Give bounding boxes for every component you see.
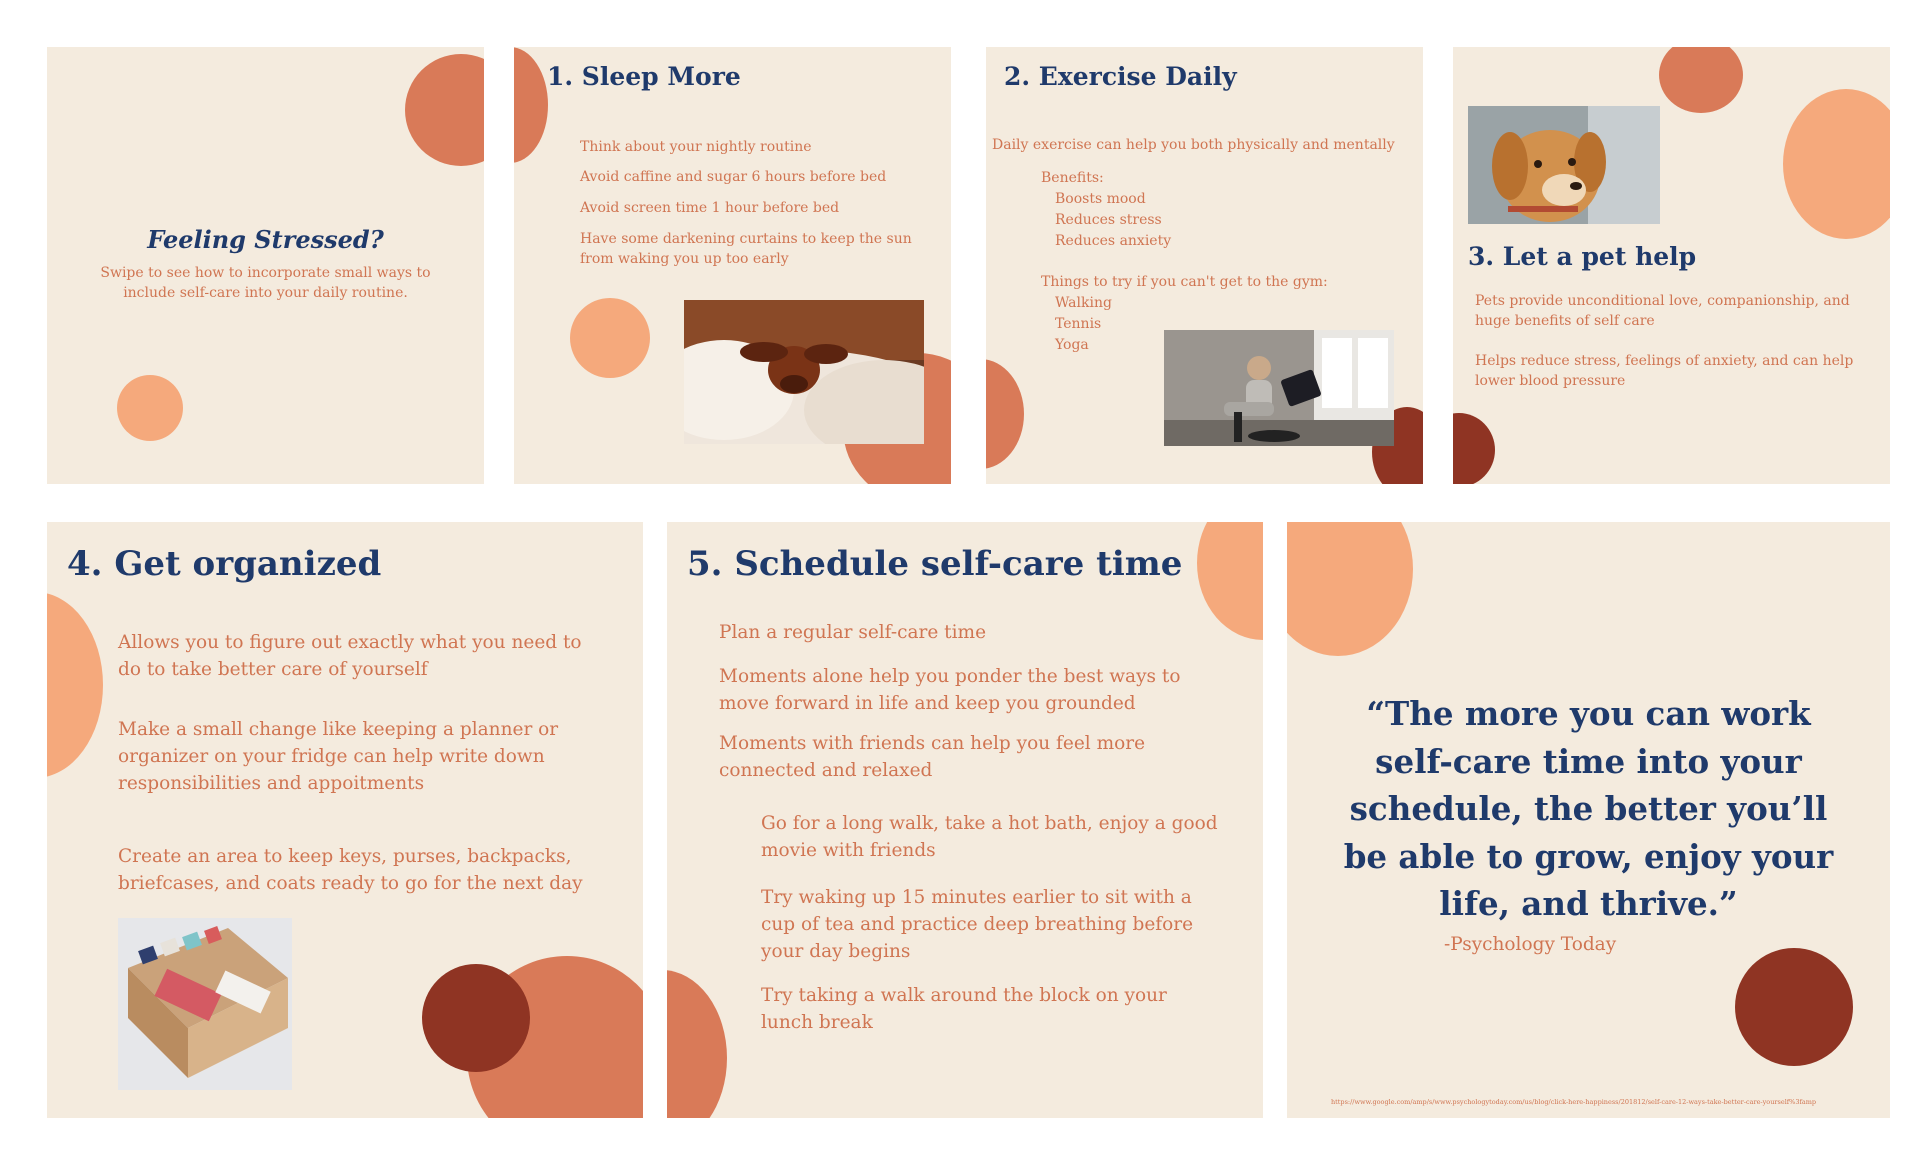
subtitle-line: include self-care into your daily routine. xyxy=(123,285,408,301)
try-item: Tennis xyxy=(1055,316,1102,332)
paragraph-line: lower blood pressure xyxy=(1475,373,1626,389)
slide-subtitle xyxy=(47,263,484,303)
exercise-bike-photo xyxy=(1164,330,1394,446)
try-label: Things to try if you can't get to the gym: xyxy=(1041,274,1328,290)
source-url: https://www.google.com/amp/s/www.psychologytoday.com/us/blog/click-here-happiness/201812/self-care-12-ways-take-better-care-yourself%3famp xyxy=(1331,1098,1817,1106)
decor-circle xyxy=(570,298,650,378)
paragraph-line: briefcases, and coats ready to go for the next day xyxy=(118,873,583,894)
paragraph-line: Plan a regular self-care time xyxy=(719,622,987,643)
try-item: Walking xyxy=(1055,295,1112,311)
slide-title: 5. Schedule self-care time xyxy=(687,544,1183,584)
drawer-organizer-photo xyxy=(118,918,292,1090)
paragraph-line: cup of tea and practice deep breathing before xyxy=(761,914,1194,935)
organize-text xyxy=(118,629,583,897)
paragraph-line: your day begins xyxy=(761,941,911,962)
quote-text xyxy=(1287,690,1890,928)
quote-line: schedule, the better you’ll xyxy=(1349,789,1828,828)
paragraph-line: organizer on your fridge can help write down xyxy=(118,746,545,767)
slide-title: 3. Let a pet help xyxy=(1468,242,1697,271)
paragraph-line: Helps reduce stress, feelings of anxiety, and can help xyxy=(1475,353,1854,369)
tip-item: Avoid caffine and sugar 6 hours before bed xyxy=(580,169,887,185)
slide-title: 1. Sleep More xyxy=(547,62,741,91)
subtitle-line: Swipe to see how to incorporate small ways to xyxy=(100,265,431,281)
slide-exercise-daily xyxy=(986,47,1423,484)
paragraph-line: Make a small change like keeping a planner or xyxy=(118,719,559,740)
slide-title: 4. Get organized xyxy=(67,544,382,584)
pet-benefits-text xyxy=(1475,291,1853,391)
puppy-photo xyxy=(1468,106,1660,224)
decor-circle xyxy=(1783,89,1890,239)
benefit-item: Reduces anxiety xyxy=(1055,233,1172,249)
decor-circle xyxy=(117,375,183,441)
paragraph-line: responsibilities and appoitments xyxy=(118,773,425,794)
tip-item: Avoid screen time 1 hour before bed xyxy=(580,200,840,216)
slide-get-organized xyxy=(47,522,643,1118)
schedule-text xyxy=(719,619,1180,784)
quote-line: “The more you can work xyxy=(1366,694,1811,733)
slide-title: Feeling Stressed? xyxy=(147,225,384,254)
try-item: Yoga xyxy=(1055,337,1089,353)
slide-sleep-more xyxy=(514,47,951,484)
ideas-text xyxy=(761,810,1218,1036)
benefits-list xyxy=(1041,168,1171,252)
slide-let-a-pet-help xyxy=(1453,47,1890,484)
intro-text: Daily exercise can help you both physically and mentally xyxy=(992,137,1395,153)
paragraph-line: Try waking up 15 minutes earlier to sit with a xyxy=(761,887,1192,908)
slide-feeling-stressed xyxy=(47,47,484,484)
decor-circle xyxy=(1659,47,1743,113)
decor-circle xyxy=(1735,948,1853,1066)
decor-circle xyxy=(986,359,1024,469)
decor-circle xyxy=(47,592,103,778)
decor-circle xyxy=(514,47,548,163)
decor-circle xyxy=(667,970,727,1118)
tip-item: Think about your nightly routine xyxy=(580,139,812,155)
benefits-label: Benefits: xyxy=(1041,170,1104,186)
decor-circle xyxy=(422,964,530,1072)
quote-line: life, and thrive.” xyxy=(1439,884,1738,923)
paragraph-line: Allows you to figure out exactly what you need to xyxy=(118,632,582,653)
paragraph-line: Moments alone help you ponder the best ways to xyxy=(719,666,1181,687)
slide-quote xyxy=(1287,522,1890,1118)
slide-title: 2. Exercise Daily xyxy=(1004,62,1237,91)
benefit-item: Reduces stress xyxy=(1055,212,1162,228)
decor-circle xyxy=(1287,522,1413,656)
dog-sleeping-photo xyxy=(684,300,924,444)
paragraph-line: huge benefits of self care xyxy=(1475,313,1655,329)
paragraph-line: move forward in life and keep you grounded xyxy=(719,693,1136,714)
decor-circle xyxy=(1453,413,1495,484)
paragraph-line: connected and relaxed xyxy=(719,760,933,781)
paragraph-line: Pets provide unconditional love, companionship, and xyxy=(1475,293,1850,309)
quote-line: self-care time into your xyxy=(1375,741,1802,781)
tip-item: Have some darkening curtains to keep the sun xyxy=(580,231,912,247)
slide-schedule-self-care xyxy=(667,522,1263,1118)
benefit-item: Boosts mood xyxy=(1055,191,1146,207)
decor-circle xyxy=(405,54,484,166)
tip-item: from waking you up too early xyxy=(580,251,789,267)
paragraph-line: Moments with friends can help you feel more xyxy=(719,733,1146,754)
paragraph-line: Create an area to keep keys, purses, backpacks, xyxy=(118,846,572,867)
paragraph-line: do to take better care of yourself xyxy=(118,659,428,680)
paragraph-line: Go for a long walk, take a hot bath, enjoy a good xyxy=(761,813,1218,834)
paragraph-line: lunch break xyxy=(761,1012,873,1033)
decor-circle xyxy=(1197,522,1263,640)
quote-line: be able to grow, enjoy your xyxy=(1343,836,1834,876)
tips-list xyxy=(580,137,912,269)
paragraph-line: Try taking a walk around the block on your xyxy=(761,985,1167,1006)
quote-attribution: -Psychology Today xyxy=(1444,934,1617,955)
paragraph-line: movie with friends xyxy=(761,840,936,861)
